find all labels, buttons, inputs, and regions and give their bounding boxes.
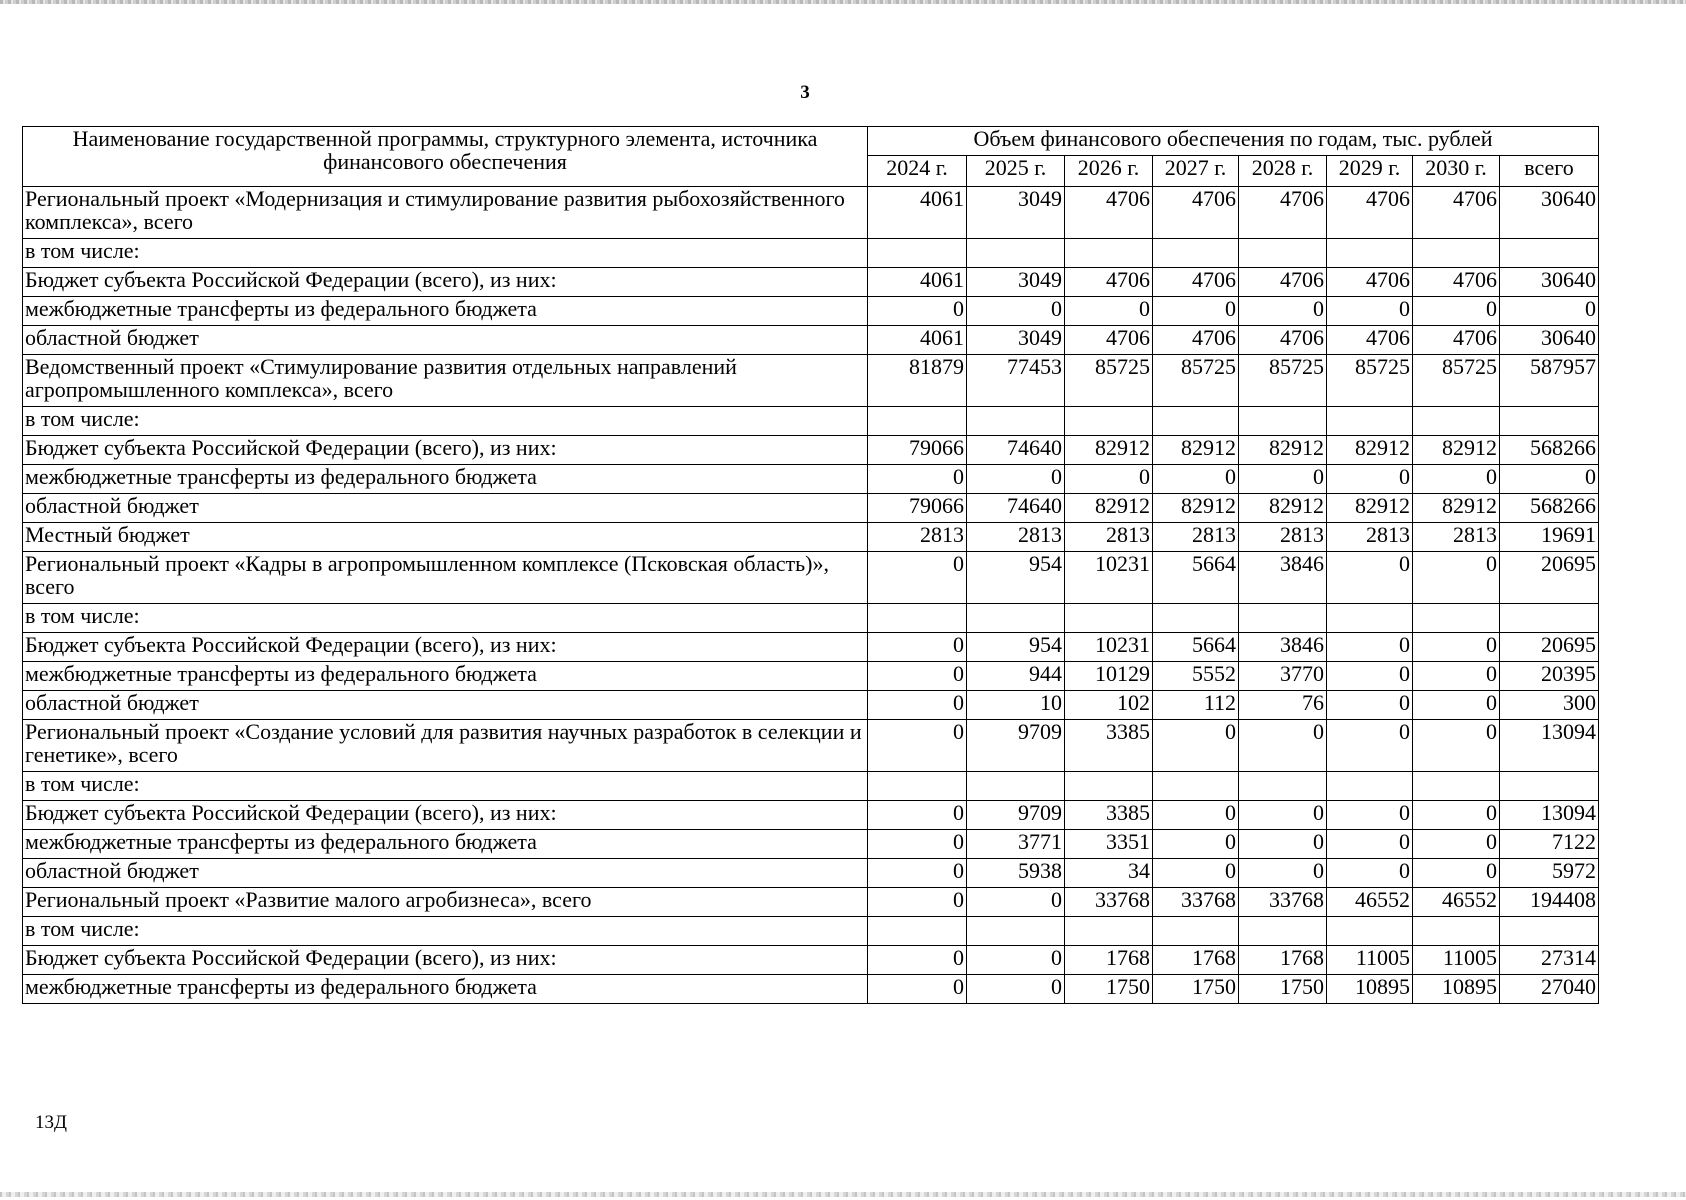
table-row [23,859,1599,888]
row-value-cell: 0 [1413,297,1500,326]
row-value-cell: 85725 [1413,355,1500,407]
row-value-cell: 0 [868,297,967,326]
row-value-cell: 0 [1153,465,1239,494]
row-value-cell [1327,604,1413,633]
table-row [23,633,1599,662]
row-value-cell [1153,239,1239,268]
row-value-cell: 77453 [967,355,1065,407]
row-total-cell: 20695 [1500,552,1599,604]
row-value-cell: 0 [1327,662,1413,691]
row-value-cell: 85725 [1239,355,1327,407]
row-value-cell: 1750 [1065,975,1153,1004]
row-total-cell: 568266 [1500,436,1599,465]
scan-edge-top [0,0,1686,4]
row-total-cell [1500,604,1599,633]
row-value-cell: 2813 [1413,523,1500,552]
row-value-cell: 0 [868,662,967,691]
row-value-cell: 0 [1413,859,1500,888]
row-total-cell: 300 [1500,691,1599,720]
row-total-cell: 13094 [1500,801,1599,830]
row-value-cell: 1768 [1239,946,1327,975]
header-year: 2028 г. [1239,156,1327,187]
row-value-cell: 0 [1413,720,1500,772]
row-value-cell [868,239,967,268]
row-value-cell [868,604,967,633]
row-name-cell: Бюджет субъекта Российской Федерации (всего), из них: [23,268,868,297]
row-value-cell: 0 [1413,552,1500,604]
table-row [23,436,1599,465]
row-value-cell: 3771 [967,830,1065,859]
row-value-cell: 0 [1327,297,1413,326]
row-value-cell: 85725 [1327,355,1413,407]
row-value-cell: 4706 [1413,187,1500,239]
row-value-cell: 0 [1153,720,1239,772]
row-value-cell: 0 [1153,830,1239,859]
row-value-cell: 0 [868,859,967,888]
row-value-cell: 3846 [1239,633,1327,662]
row-value-cell: 85725 [1153,355,1239,407]
row-value-cell: 82912 [1153,494,1239,523]
row-value-cell: 102 [1065,691,1153,720]
row-value-cell: 2813 [868,523,967,552]
row-value-cell [1153,917,1239,946]
row-value-cell: 0 [1239,465,1327,494]
row-total-cell [1500,239,1599,268]
row-value-cell: 4706 [1327,187,1413,239]
row-value-cell: 4706 [1153,187,1239,239]
row-total-cell: 13094 [1500,720,1599,772]
table-row [23,326,1599,355]
row-name-cell: межбюджетные трансферты из федерального бюджета [23,830,868,859]
row-value-cell: 11005 [1327,946,1413,975]
row-value-cell [1413,604,1500,633]
row-total-cell: 0 [1500,297,1599,326]
row-value-cell: 0 [1065,465,1153,494]
header-volume-cell: Объем финансового обеспечения по годам, тыс. рублей [868,127,1599,156]
row-value-cell: 81879 [868,355,967,407]
row-value-cell: 0 [868,801,967,830]
row-value-cell: 4706 [1239,187,1327,239]
row-name-cell: Региональный проект «Создание условий для развития научных разработок в селекции и генетике», всего [23,720,868,772]
row-total-cell: 27314 [1500,946,1599,975]
row-value-cell: 3770 [1239,662,1327,691]
row-value-cell: 74640 [967,494,1065,523]
row-value-cell: 0 [868,888,967,917]
row-value-cell: 0 [1327,465,1413,494]
row-total-cell: 587957 [1500,355,1599,407]
row-total-cell [1500,772,1599,801]
row-value-cell: 10895 [1413,975,1500,1004]
row-value-cell: 2813 [1327,523,1413,552]
row-value-cell: 3385 [1065,720,1153,772]
row-name-cell: межбюджетные трансферты из федерального бюджета [23,975,868,1004]
row-value-cell [1239,239,1327,268]
row-value-cell: 10895 [1327,975,1413,1004]
row-name-cell: Региональный проект «Кадры в агропромышленном комплексе (Псковская область)», всего [23,552,868,604]
header-year: 2027 г. [1153,156,1239,187]
row-value-cell [868,772,967,801]
row-name-cell: межбюджетные трансферты из федерального бюджета [23,662,868,691]
row-value-cell: 0 [1327,552,1413,604]
row-value-cell: 82912 [1153,436,1239,465]
row-value-cell: 10129 [1065,662,1153,691]
row-value-cell: 0 [868,465,967,494]
row-value-cell [1239,917,1327,946]
row-value-cell: 0 [1413,691,1500,720]
financing-table [22,126,1599,1004]
row-value-cell: 4706 [1065,268,1153,297]
table-row [23,523,1599,552]
row-total-cell: 19691 [1500,523,1599,552]
row-value-cell: 0 [1413,465,1500,494]
row-value-cell: 2813 [1153,523,1239,552]
table-row [23,801,1599,830]
row-value-cell [1413,407,1500,436]
table-row [23,552,1599,604]
row-total-cell: 20695 [1500,633,1599,662]
row-value-cell: 3049 [967,268,1065,297]
row-value-cell: 82912 [1065,494,1153,523]
row-value-cell [1153,772,1239,801]
table-row [23,720,1599,772]
row-value-cell: 79066 [868,436,967,465]
row-name-cell: в том числе: [23,239,868,268]
row-value-cell: 82912 [1327,494,1413,523]
row-value-cell: 5938 [967,859,1065,888]
row-value-cell [1413,917,1500,946]
row-value-cell: 0 [1239,830,1327,859]
table-row [23,268,1599,297]
row-value-cell: 1750 [1239,975,1327,1004]
row-name-cell: Региональный проект «Развитие малого агробизнеса», всего [23,888,868,917]
row-value-cell: 10231 [1065,552,1153,604]
row-value-cell: 4706 [1327,268,1413,297]
table-row [23,888,1599,917]
header-year: 2026 г. [1065,156,1153,187]
row-value-cell: 0 [1153,859,1239,888]
table-row [23,494,1599,523]
row-value-cell: 2813 [1065,523,1153,552]
row-value-cell: 0 [1239,720,1327,772]
row-total-cell: 0 [1500,465,1599,494]
row-total-cell: 30640 [1500,326,1599,355]
row-name-cell: межбюджетные трансферты из федерального бюджета [23,465,868,494]
table-row [23,830,1599,859]
row-value-cell: 1768 [1065,946,1153,975]
row-value-cell [1065,604,1153,633]
scan-edge-bottom [0,1192,1686,1197]
table-row [23,239,1599,268]
row-value-cell: 3049 [967,326,1065,355]
row-total-cell: 568266 [1500,494,1599,523]
row-name-cell: областной бюджет [23,326,868,355]
row-value-cell: 0 [1327,691,1413,720]
row-name-cell: в том числе: [23,407,868,436]
row-value-cell [967,772,1065,801]
row-value-cell [1065,772,1153,801]
row-name-cell: межбюджетные трансферты из федерального бюджета [23,297,868,326]
row-value-cell: 33768 [1153,888,1239,917]
row-value-cell [1153,604,1239,633]
row-value-cell [1153,407,1239,436]
row-value-cell: 2813 [1239,523,1327,552]
row-total-cell: 7122 [1500,830,1599,859]
row-name-cell: областной бюджет [23,859,868,888]
row-value-cell: 944 [967,662,1065,691]
row-value-cell: 0 [1413,633,1500,662]
row-value-cell: 82912 [1065,436,1153,465]
header-total: всего [1500,156,1599,187]
row-value-cell: 0 [967,975,1065,1004]
row-name-cell: в том числе: [23,917,868,946]
row-value-cell: 0 [1153,801,1239,830]
table-row [23,355,1599,407]
header-year: 2025 г. [967,156,1065,187]
row-name-cell: в том числе: [23,772,868,801]
row-value-cell [1239,772,1327,801]
row-value-cell: 0 [868,691,967,720]
row-value-cell [868,917,967,946]
row-value-cell: 0 [1239,297,1327,326]
row-value-cell [1327,239,1413,268]
row-value-cell: 954 [967,552,1065,604]
row-total-cell: 5972 [1500,859,1599,888]
row-total-cell: 27040 [1500,975,1599,1004]
row-value-cell: 5552 [1153,662,1239,691]
row-value-cell: 5664 [1153,552,1239,604]
row-value-cell: 9709 [967,801,1065,830]
row-value-cell: 0 [868,946,967,975]
row-value-cell: 0 [967,297,1065,326]
row-value-cell: 0 [1327,801,1413,830]
row-total-cell: 30640 [1500,187,1599,239]
row-value-cell: 0 [868,633,967,662]
row-value-cell [1413,239,1500,268]
row-value-cell [1327,917,1413,946]
row-value-cell: 10 [967,691,1065,720]
table-row [23,946,1599,975]
header-year: 2030 г. [1413,156,1500,187]
row-value-cell [868,407,967,436]
row-value-cell: 82912 [1327,436,1413,465]
table-row [23,662,1599,691]
row-value-cell: 0 [1327,633,1413,662]
row-total-cell [1500,917,1599,946]
row-value-cell: 0 [1065,297,1153,326]
row-value-cell: 0 [1413,830,1500,859]
row-value-cell: 82912 [1239,436,1327,465]
header-year: 2024 г. [868,156,967,187]
row-value-cell: 0 [1239,859,1327,888]
row-value-cell: 1750 [1153,975,1239,1004]
row-value-cell [967,239,1065,268]
table-row [23,297,1599,326]
row-name-cell: областной бюджет [23,691,868,720]
table-row [23,917,1599,946]
row-value-cell [967,407,1065,436]
row-total-cell: 194408 [1500,888,1599,917]
table-row [23,691,1599,720]
row-value-cell [1413,772,1500,801]
row-value-cell: 0 [1327,859,1413,888]
row-value-cell: 34 [1065,859,1153,888]
row-value-cell: 0 [1413,801,1500,830]
table-row [23,975,1599,1004]
row-value-cell: 4061 [868,326,967,355]
row-value-cell: 4706 [1153,268,1239,297]
row-value-cell: 0 [868,975,967,1004]
row-value-cell: 10231 [1065,633,1153,662]
row-value-cell: 82912 [1413,436,1500,465]
table-row [23,465,1599,494]
row-value-cell: 46552 [1413,888,1500,917]
row-name-cell: в том числе: [23,604,868,633]
footer-code: 13Д [35,1112,67,1133]
row-value-cell: 11005 [1413,946,1500,975]
row-name-cell: Бюджет субъекта Российской Федерации (всего), из них: [23,436,868,465]
row-value-cell: 4706 [1065,187,1153,239]
row-value-cell: 0 [967,465,1065,494]
row-value-cell: 0 [1413,662,1500,691]
row-name-cell: Бюджет субъекта Российской Федерации (всего), из них: [23,801,868,830]
row-value-cell: 0 [1327,720,1413,772]
row-value-cell: 0 [1153,297,1239,326]
row-value-cell: 33768 [1065,888,1153,917]
row-value-cell: 9709 [967,720,1065,772]
row-value-cell [1239,407,1327,436]
row-total-cell [1500,407,1599,436]
row-value-cell: 1768 [1153,946,1239,975]
row-value-cell: 4706 [1239,326,1327,355]
row-value-cell: 0 [868,720,967,772]
table-row [23,187,1599,239]
table-row [23,772,1599,801]
row-value-cell: 4706 [1413,268,1500,297]
row-total-cell: 30640 [1500,268,1599,297]
row-value-cell: 5664 [1153,633,1239,662]
row-name-cell: областной бюджет [23,494,868,523]
row-value-cell: 82912 [1413,494,1500,523]
row-value-cell: 0 [1239,801,1327,830]
row-value-cell [1239,604,1327,633]
row-value-cell: 0 [967,946,1065,975]
row-name-cell: Бюджет субъекта Российской Федерации (всего), из них: [23,946,868,975]
row-name-cell: Бюджет субъекта Российской Федерации (всего), из них: [23,633,868,662]
table-row [23,407,1599,436]
row-name-cell: Местный бюджет [23,523,868,552]
row-value-cell: 4706 [1327,326,1413,355]
row-value-cell: 3049 [967,187,1065,239]
header-name-cell: Наименование государственной программы, структурного элемента, источника финансового обеспечения [23,127,868,187]
row-value-cell [1327,407,1413,436]
row-total-cell: 20395 [1500,662,1599,691]
row-value-cell: 0 [1327,830,1413,859]
row-value-cell: 46552 [1327,888,1413,917]
row-value-cell: 74640 [967,436,1065,465]
row-value-cell [1065,239,1153,268]
row-value-cell: 4061 [868,187,967,239]
row-value-cell: 4706 [1239,268,1327,297]
row-value-cell: 4706 [1153,326,1239,355]
row-value-cell [1327,772,1413,801]
row-name-cell: Ведомственный проект «Стимулирование развития отдельных направлений агропромышленного комплекса», всего [23,355,868,407]
row-value-cell: 85725 [1065,355,1153,407]
row-value-cell: 82912 [1239,494,1327,523]
row-value-cell: 3385 [1065,801,1153,830]
row-value-cell: 4706 [1065,326,1153,355]
row-value-cell: 76 [1239,691,1327,720]
row-value-cell: 79066 [868,494,967,523]
row-value-cell: 4706 [1413,326,1500,355]
row-value-cell: 954 [967,633,1065,662]
row-value-cell: 0 [868,830,967,859]
header-year: 2029 г. [1327,156,1413,187]
table-row [23,604,1599,633]
row-name-cell: Региональный проект «Модернизация и стимулирование развития рыбохозяйственного комплекса», всего [23,187,868,239]
row-value-cell [1065,917,1153,946]
row-value-cell: 0 [967,888,1065,917]
table-body [23,187,1599,1004]
row-value-cell: 0 [868,552,967,604]
row-value-cell: 112 [1153,691,1239,720]
row-value-cell [967,917,1065,946]
row-value-cell: 2813 [967,523,1065,552]
row-value-cell: 3351 [1065,830,1153,859]
row-value-cell [1065,407,1153,436]
row-value-cell [967,604,1065,633]
row-value-cell: 3846 [1239,552,1327,604]
row-value-cell: 33768 [1239,888,1327,917]
page-number: 3 [800,82,810,103]
row-value-cell: 4061 [868,268,967,297]
